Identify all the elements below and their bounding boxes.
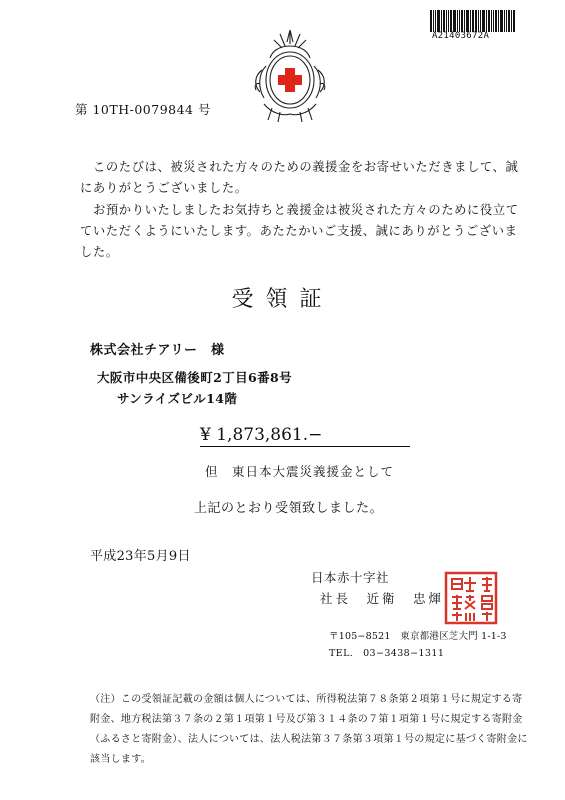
issuer-president: 社長 近衛 忠煇	[320, 591, 445, 606]
barcode-number: A21403672A	[432, 31, 490, 41]
issuer-telephone: TEL. 03−3438−1311	[329, 648, 445, 659]
issue-date: 平成23年5月9日	[90, 549, 191, 564]
recipient-address-line2: サンライズビル14階	[117, 391, 238, 406]
official-seal	[444, 571, 498, 625]
document-title: 受領証	[231, 287, 334, 312]
donation-purpose: 但 東日本大震災義援金として	[205, 464, 395, 479]
usage-paragraph: お預かりいたしましたお気持ちと義援金は被災された方々のために役立てていただくようにいたします。あたたかいご支援、誠にありがとうございました。	[80, 203, 519, 259]
tax-note: （注）この受領証記載の金額は個人については、所得税法第７８条第２項第１号に規定する寄附金、地方税法第３７条の２第１項第１号及び第３１４条の７第１項第１号に規定する寄附金（ふるさと寄附金）、法人については、法人税法第３７条第３項第１号の規定に基づく寄附金に該当します。	[90, 694, 528, 765]
barcode	[430, 10, 542, 32]
red-cross-emblem	[250, 26, 330, 124]
receipt-statement: 上記のとおり受領致しました。	[194, 501, 384, 516]
recipient-address-line1: 大阪市中央区備後町2丁目6番8号	[97, 370, 292, 385]
thanks-paragraph: このたびは、被災された方々のための義援金をお寄せいただきまして、誠にありがとうございました。	[80, 160, 519, 195]
certificate-number: 第 10TH-0079844 号	[75, 102, 211, 117]
donation-amount: ¥ 1,873,861.−	[200, 425, 410, 447]
issuer-postal-address: 〒105−8521 東京都港区芝大門 1-1-3	[329, 631, 507, 642]
recipient-company: 株式会社チアリー 様	[90, 343, 225, 358]
issuer-organization: 日本赤十字社	[311, 570, 390, 585]
